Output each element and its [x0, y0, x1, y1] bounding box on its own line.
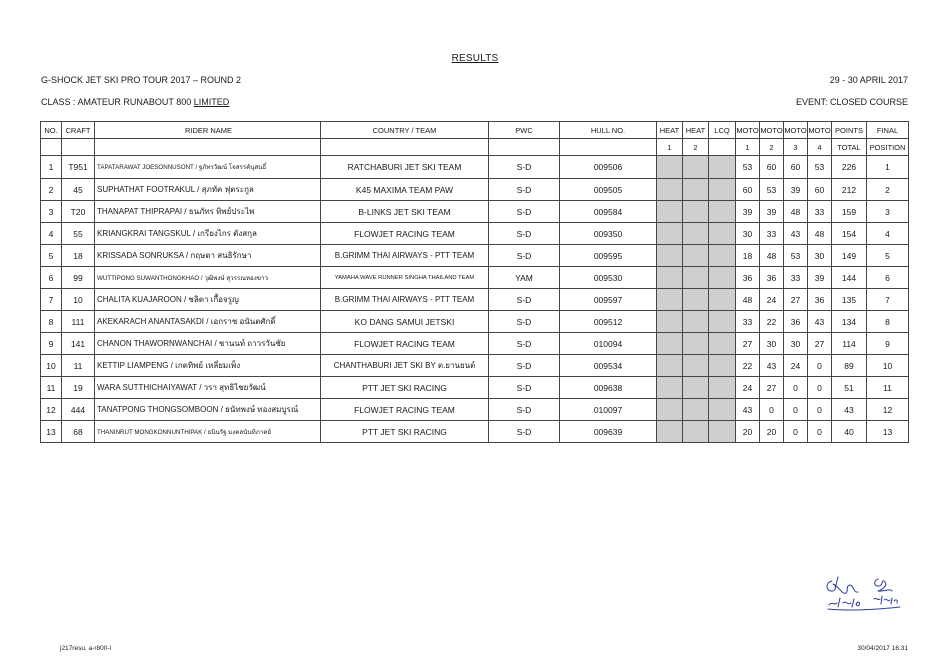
- cell-moto-1: 43: [736, 399, 760, 421]
- cell-total: 135: [832, 289, 867, 311]
- col-craft: CRAFT: [62, 122, 95, 139]
- col-pwc: PWC: [489, 122, 560, 139]
- cell-moto-3: 48: [784, 201, 808, 223]
- sub-moto-4: 4: [808, 139, 832, 156]
- cell-heat-1: [657, 333, 683, 355]
- cell-lcq: [709, 201, 736, 223]
- cell-lcq: [709, 377, 736, 399]
- cell-moto-2: 39: [760, 201, 784, 223]
- cell-rider: WARA SUTTHICHAIYAWAT / วรา สุทธิไชยวัฒน์: [95, 377, 321, 399]
- cell-heat-1: [657, 421, 683, 443]
- cell-moto-3: 24: [784, 355, 808, 377]
- footer-timestamp: 30/04/2017 16:31: [857, 645, 908, 652]
- cell-moto-1: 27: [736, 333, 760, 355]
- cell-hull: 010094: [560, 333, 657, 355]
- cell-moto-3: 27: [784, 289, 808, 311]
- cell-hull: 010097: [560, 399, 657, 421]
- event-name: G-SHOCK JET SKI PRO TOUR 2017 – ROUND 2: [41, 75, 242, 85]
- cell-heat-2: [683, 179, 709, 201]
- cell-moto-3: 60: [784, 156, 808, 179]
- cell-moto-2: 36: [760, 267, 784, 289]
- cell-pwc: S-D: [489, 179, 560, 201]
- sub-total: TOTAL: [832, 139, 867, 156]
- cell-moto-1: 36: [736, 267, 760, 289]
- cell-rider: SUPHATHAT FOOTRAKUL / สุภทัค ฟุตระกูล: [95, 179, 321, 201]
- cell-craft: 55: [62, 223, 95, 245]
- cell-no: 13: [41, 421, 62, 443]
- cell-craft: T951: [62, 156, 95, 179]
- cell-hull: 009639: [560, 421, 657, 443]
- table-row: [41, 333, 909, 355]
- cell-moto-2: 53: [760, 179, 784, 201]
- cell-moto-2: 0: [760, 399, 784, 421]
- cell-moto-1: 48: [736, 289, 760, 311]
- cell-lcq: [709, 399, 736, 421]
- cell-total: 154: [832, 223, 867, 245]
- cell-heat-1: [657, 311, 683, 333]
- cell-team: FLOWJET RACING TEAM: [321, 399, 489, 421]
- cell-rider: WUTTIPONG SUWANTHONGKHAO / วุฒิพงษ์ สุวรรณทองขาว: [95, 267, 321, 289]
- results-table: [40, 121, 909, 443]
- event-type: EVENT: CLOSED COURSE: [795, 97, 908, 107]
- cell-heat-2: [683, 201, 709, 223]
- cell-no: 9: [41, 333, 62, 355]
- sub-empty: [95, 139, 321, 156]
- cell-moto-4: 30: [808, 245, 832, 267]
- cell-moto-3: 53: [784, 245, 808, 267]
- table-row: [41, 377, 909, 399]
- cell-rider: CHALITA KUAJAROON / ชลิตา เกื้อจรูญ: [95, 289, 321, 311]
- cell-lcq: [709, 421, 736, 443]
- cell-total: 144: [832, 267, 867, 289]
- cell-moto-1: 20: [736, 421, 760, 443]
- col-points: POINTS: [832, 122, 867, 139]
- cell-rider: THANINRUT MONGKONNUNTHIPAK / ธนินรัฐ มงคลนันทิภาคย์: [95, 421, 321, 443]
- cell-no: 11: [41, 377, 62, 399]
- cell-rider: KRISSADA SONRUKSA / กฤษดา สนธิรักษา: [95, 245, 321, 267]
- cell-lcq: [709, 179, 736, 201]
- cell-heat-1: [657, 377, 683, 399]
- cell-team: FLOWJET RACING TEAM: [321, 223, 489, 245]
- header-row: [41, 122, 909, 139]
- cell-hull: 009505: [560, 179, 657, 201]
- sub-moto-3: 3: [784, 139, 808, 156]
- cell-heat-2: [683, 223, 709, 245]
- cell-rider: TAPATARAWAT JOESONNUSONT / ฐภัทรวัฒน์ โจสรรค์นุสนธิ์: [95, 156, 321, 179]
- cell-heat-2: [683, 289, 709, 311]
- col-hull: HULL NO.: [560, 122, 657, 139]
- cell-heat-2: [683, 399, 709, 421]
- table-row: [41, 201, 909, 223]
- cell-heat-2: [683, 421, 709, 443]
- table-row: [41, 156, 909, 179]
- cell-heat-2: [683, 245, 709, 267]
- table-row: [41, 267, 909, 289]
- sub-moto-1: 1: [736, 139, 760, 156]
- cell-rider: AKEKARACH ANANTASAKDI / เอกราช อนันตศักดิ์: [95, 311, 321, 333]
- cell-moto-3: 0: [784, 377, 808, 399]
- table-row: [41, 245, 909, 267]
- col-heat: HEAT: [657, 122, 683, 139]
- cell-moto-4: 0: [808, 399, 832, 421]
- cell-team: B-LINKS JET SKI TEAM: [321, 201, 489, 223]
- cell-pwc: S-D: [489, 355, 560, 377]
- sub-empty: [560, 139, 657, 156]
- cell-moto-1: 24: [736, 377, 760, 399]
- cell-moto-1: 39: [736, 201, 760, 223]
- cell-heat-1: [657, 245, 683, 267]
- cell-total: 114: [832, 333, 867, 355]
- cell-total: 134: [832, 311, 867, 333]
- cell-heat-1: [657, 179, 683, 201]
- cell-moto-1: 18: [736, 245, 760, 267]
- cell-moto-3: 43: [784, 223, 808, 245]
- cell-lcq: [709, 355, 736, 377]
- cell-position: 10: [867, 355, 909, 377]
- cell-heat-2: [683, 355, 709, 377]
- cell-craft: 10: [62, 289, 95, 311]
- cell-heat-1: [657, 156, 683, 179]
- cell-moto-3: 39: [784, 179, 808, 201]
- cell-pwc: S-D: [489, 223, 560, 245]
- cell-moto-1: 33: [736, 311, 760, 333]
- cell-hull: 009597: [560, 289, 657, 311]
- cell-position: 8: [867, 311, 909, 333]
- footer-report-code: j217resu. a-r800-l: [60, 645, 111, 652]
- sub-position: POSITION: [867, 139, 909, 156]
- cell-heat-1: [657, 223, 683, 245]
- cell-moto-4: 43: [808, 311, 832, 333]
- cell-hull: 009530: [560, 267, 657, 289]
- table-row: [41, 179, 909, 201]
- cell-lcq: [709, 333, 736, 355]
- cell-pwc: S-D: [489, 377, 560, 399]
- cell-total: 149: [832, 245, 867, 267]
- cell-lcq: [709, 289, 736, 311]
- cell-team: PTT JET SKI RACING: [321, 377, 489, 399]
- cell-heat-2: [683, 333, 709, 355]
- cell-moto-3: 33: [784, 267, 808, 289]
- signature: [818, 573, 908, 613]
- cell-heat-1: [657, 201, 683, 223]
- cell-heat-2: [683, 311, 709, 333]
- class-prefix: CLASS : AMATEUR RUNABOUT 800: [41, 97, 192, 107]
- cell-moto-1: 22: [736, 355, 760, 377]
- cell-moto-3: 0: [784, 421, 808, 443]
- cell-craft: 18: [62, 245, 95, 267]
- cell-pwc: S-D: [489, 399, 560, 421]
- cell-hull: 009534: [560, 355, 657, 377]
- cell-total: 40: [832, 421, 867, 443]
- cell-moto-2: 27: [760, 377, 784, 399]
- cell-position: 4: [867, 223, 909, 245]
- cell-lcq: [709, 156, 736, 179]
- cell-total: 159: [832, 201, 867, 223]
- cell-craft: 68: [62, 421, 95, 443]
- cell-moto-2: 22: [760, 311, 784, 333]
- cell-hull: 009638: [560, 377, 657, 399]
- col-rider: RIDER NAME: [95, 122, 321, 139]
- cell-team: PTT JET SKI RACING: [321, 421, 489, 443]
- cell-position: 1: [867, 156, 909, 179]
- table-row: [41, 311, 909, 333]
- cell-heat-2: [683, 267, 709, 289]
- col-moto: MOTO: [736, 122, 760, 139]
- cell-no: 10: [41, 355, 62, 377]
- cell-moto-2: 20: [760, 421, 784, 443]
- cell-craft: 11: [62, 355, 95, 377]
- cell-moto-2: 60: [760, 156, 784, 179]
- cell-total: 43: [832, 399, 867, 421]
- cell-lcq: [709, 245, 736, 267]
- page-title: RESULTS: [451, 53, 499, 64]
- cell-position: 2: [867, 179, 909, 201]
- cell-no: 12: [41, 399, 62, 421]
- cell-moto-4: 33: [808, 201, 832, 223]
- table-row: [41, 289, 909, 311]
- sub-empty: [41, 139, 62, 156]
- cell-no: 6: [41, 267, 62, 289]
- col-final: FINAL: [867, 122, 909, 139]
- sub-moto-2: 2: [760, 139, 784, 156]
- cell-craft: 141: [62, 333, 95, 355]
- cell-position: 11: [867, 377, 909, 399]
- cell-moto-3: 30: [784, 333, 808, 355]
- col-no: NO.: [41, 122, 62, 139]
- cell-lcq: [709, 311, 736, 333]
- cell-team: B.GRIMM THAI AIRWAYS - PTT TEAM: [321, 245, 489, 267]
- cell-no: 7: [41, 289, 62, 311]
- cell-no: 8: [41, 311, 62, 333]
- cell-pwc: S-D: [489, 245, 560, 267]
- cell-total: 212: [832, 179, 867, 201]
- col-moto: MOTO: [784, 122, 808, 139]
- cell-total: 51: [832, 377, 867, 399]
- cell-craft: 45: [62, 179, 95, 201]
- cell-hull: 009584: [560, 201, 657, 223]
- cell-moto-2: 43: [760, 355, 784, 377]
- table-row: [41, 223, 909, 245]
- cell-craft: T20: [62, 201, 95, 223]
- cell-no: 2: [41, 179, 62, 201]
- cell-hull: 009506: [560, 156, 657, 179]
- header-subrow: [41, 139, 909, 156]
- cell-craft: 444: [62, 399, 95, 421]
- table-row: [41, 355, 909, 377]
- cell-rider: CHANON THAWORNWANCHAI / ชานนท์ ถาวรวันชัย: [95, 333, 321, 355]
- cell-no: 5: [41, 245, 62, 267]
- cell-team: KO DANG SAMUI JETSKI: [321, 311, 489, 333]
- cell-position: 9: [867, 333, 909, 355]
- col-team: COUNTRY / TEAM: [321, 122, 489, 139]
- cell-lcq: [709, 223, 736, 245]
- sub-empty: [709, 139, 736, 156]
- cell-team: B.GRIMM THAI AIRWAYS - PTT TEAM: [321, 289, 489, 311]
- cell-heat-2: [683, 377, 709, 399]
- cell-pwc: S-D: [489, 156, 560, 179]
- cell-total: 89: [832, 355, 867, 377]
- cell-position: 13: [867, 421, 909, 443]
- cell-team: CHANTHABURI JET SKI BY ต.ยานยนต์: [321, 355, 489, 377]
- cell-moto-3: 0: [784, 399, 808, 421]
- cell-moto-2: 30: [760, 333, 784, 355]
- cell-moto-4: 60: [808, 179, 832, 201]
- col-heat: HEAT: [683, 122, 709, 139]
- col-moto: MOTO: [760, 122, 784, 139]
- col-lcq: LCQ: [709, 122, 736, 139]
- cell-total: 226: [832, 156, 867, 179]
- class-line: [41, 97, 229, 107]
- cell-moto-4: 0: [808, 421, 832, 443]
- cell-team: K45 MAXIMA TEAM PAW: [321, 179, 489, 201]
- cell-pwc: S-D: [489, 333, 560, 355]
- cell-moto-4: 53: [808, 156, 832, 179]
- cell-hull: 009350: [560, 223, 657, 245]
- cell-position: 7: [867, 289, 909, 311]
- cell-rider: KETTIP LIAMPENG / เกตทิพย์ เหลี่ยมเพ็ง: [95, 355, 321, 377]
- cell-rider: THANAPAT THIPRAPAI / ธนภัทร ทิพย์ประไพ: [95, 201, 321, 223]
- sub-empty: [321, 139, 489, 156]
- cell-heat-2: [683, 156, 709, 179]
- cell-team: YAMAHA WAVE RUNNER SINGHA THAILAND TEAM: [321, 267, 489, 289]
- cell-moto-4: 0: [808, 355, 832, 377]
- cell-craft: 19: [62, 377, 95, 399]
- cell-moto-4: 39: [808, 267, 832, 289]
- cell-moto-1: 60: [736, 179, 760, 201]
- cell-pwc: S-D: [489, 289, 560, 311]
- cell-heat-1: [657, 289, 683, 311]
- cell-rider: KRIANGKRAI TANGSKUL / เกรียงไกร ตังสกุล: [95, 223, 321, 245]
- class-suffix: LIMITED: [193, 97, 230, 107]
- cell-craft: 111: [62, 311, 95, 333]
- col-moto: MOTO: [808, 122, 832, 139]
- cell-heat-1: [657, 267, 683, 289]
- cell-moto-2: 48: [760, 245, 784, 267]
- cell-moto-4: 0: [808, 377, 832, 399]
- table-row: [41, 421, 909, 443]
- cell-moto-3: 36: [784, 311, 808, 333]
- cell-pwc: S-D: [489, 311, 560, 333]
- event-dates: 29 - 30 APRIL 2017: [829, 75, 908, 85]
- cell-pwc: YAM: [489, 267, 560, 289]
- table-row: [41, 399, 909, 421]
- cell-craft: 99: [62, 267, 95, 289]
- cell-moto-1: 53: [736, 156, 760, 179]
- cell-heat-1: [657, 399, 683, 421]
- cell-rider: TANATPONG THONGSOMBOON / ธนัทพงษ์ ทองสมบูรณ์: [95, 399, 321, 421]
- sub-empty: [62, 139, 95, 156]
- cell-moto-2: 33: [760, 223, 784, 245]
- cell-lcq: [709, 267, 736, 289]
- cell-hull: 009512: [560, 311, 657, 333]
- cell-moto-4: 27: [808, 333, 832, 355]
- cell-position: 6: [867, 267, 909, 289]
- cell-moto-4: 48: [808, 223, 832, 245]
- cell-hull: 009595: [560, 245, 657, 267]
- cell-team: FLOWJET RACING TEAM: [321, 333, 489, 355]
- cell-no: 3: [41, 201, 62, 223]
- cell-position: 3: [867, 201, 909, 223]
- cell-moto-2: 24: [760, 289, 784, 311]
- cell-no: 1: [41, 156, 62, 179]
- cell-position: 12: [867, 399, 909, 421]
- sub-heat-1: 1: [657, 139, 683, 156]
- cell-team: RATCHABURI JET SKI TEAM: [321, 156, 489, 179]
- cell-position: 5: [867, 245, 909, 267]
- cell-pwc: S-D: [489, 201, 560, 223]
- cell-moto-1: 30: [736, 223, 760, 245]
- cell-heat-1: [657, 355, 683, 377]
- cell-no: 4: [41, 223, 62, 245]
- sub-heat-2: 2: [683, 139, 709, 156]
- sub-empty: [489, 139, 560, 156]
- cell-moto-4: 36: [808, 289, 832, 311]
- cell-pwc: S-D: [489, 421, 560, 443]
